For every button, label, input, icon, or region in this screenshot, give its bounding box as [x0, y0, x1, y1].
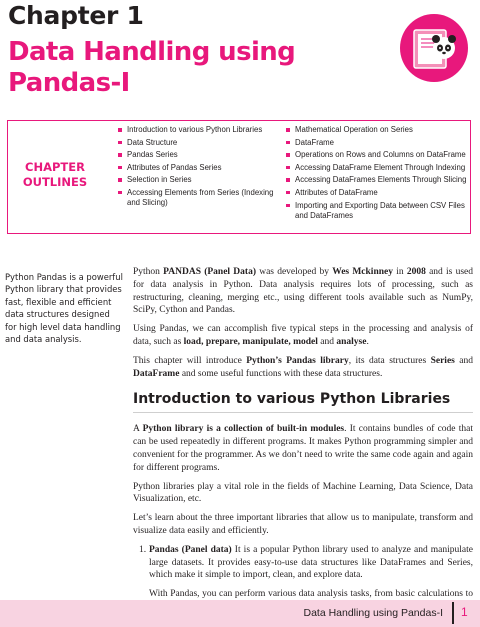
libraries-intro-paragraph: Let’s learn about the three important libraries that allow us to manipulate, transform and visualize data easily and efficiently. [133, 513, 473, 536]
bullet-icon [286, 128, 290, 132]
bullet-icon [118, 141, 122, 145]
bullet-icon [286, 141, 290, 145]
outline-column-left [118, 125, 283, 211]
outline-item: Importing and Exporting Data between CSV Files and DataFrames [286, 201, 471, 221]
list-number: 1. [139, 544, 147, 555]
steps-paragraph: Using Pandas, we can accomplish five typical steps in the processing and analysis of data, such as load, prepare, manipulate, model and analyse. [133, 324, 473, 347]
outline-item: DataFrame [286, 138, 471, 148]
library-definition-paragraph: A Python library is a collection of built-in modules. It contains bundles of code that can be used repeatedly in different programs. It makes Python programming simpler and convenient for the programmer. As we don’t need to write the same code again and again for different programs. [133, 424, 473, 473]
footer-divider [452, 602, 454, 624]
outline-item: Attributes of DataFrame [286, 188, 471, 198]
chapter-title: Data Handling using Pandas-I [8, 37, 296, 98]
outline-heading: CHAPTER OUTLINES [22, 160, 88, 189]
outline-item: Pandas Series [118, 150, 283, 160]
bullet-icon [286, 153, 290, 157]
panda-mascot-book-icon [400, 14, 468, 82]
pandas-description: Pandas (Panel data) It is a popular Python library used to analyze and manipulate large datasets. It provides easy-to-use data structures like DataFrames and Series, which make it simple to import, clean, and explore data. [149, 544, 473, 581]
outline-item: Accessing DataFrame Element Through Indexing [286, 163, 471, 173]
outline-item: Accessing DataFrames Elements Through Slicing [286, 175, 471, 185]
section-divider [133, 412, 473, 413]
chapter-label: Chapter 1 [8, 1, 144, 30]
footer-title: Data Handling using Pandas-I [303, 607, 443, 619]
outline-column-right [286, 125, 471, 223]
outline-item: Data Structure [118, 138, 283, 148]
bullet-icon [118, 153, 122, 157]
bullet-icon [286, 166, 290, 170]
intro-paragraph: Python PANDAS (Panel Data) was developed by Wes Mckinney in 2008 and is used for data analysis in Python. Data analysis requires lots of processing, such as restructuring, cleaning, merging etc., using different tools available such as NumPy, SciPy, Cython and Pandas. [133, 267, 473, 316]
bullet-icon [286, 191, 290, 195]
bullet-icon [118, 166, 122, 170]
outline-item: Introduction to various Python Libraries [118, 125, 283, 135]
chapter-overview-paragraph: This chapter will introduce Python’s Pandas library, its data structures Series and DataFrame and some useful functions with these data structures. [133, 355, 474, 379]
bullet-icon [118, 128, 122, 132]
outline-item: Selection in Series [118, 175, 283, 185]
library-role-paragraph: Python libraries play a vital role in the fields of Machine Learning, Data Science, Data Visualization, etc. [133, 481, 473, 505]
bullet-icon [118, 178, 122, 182]
bullet-icon [118, 191, 122, 195]
pandas-capabilities: With Pandas, you can perform various data analysis tasks, from basic calculations to [149, 589, 473, 600]
sidebar-note: Python Pandas is a powerful Python library that provides fast, flexible and efficient data structures designed for high level data handling and data analysis. [5, 272, 123, 345]
bullet-icon [286, 178, 290, 182]
main-content [133, 266, 473, 620]
outline-item: Operations on Rows and Columns on DataFrame [286, 150, 471, 160]
bullet-icon [286, 204, 290, 208]
page-number: 1 [461, 605, 468, 619]
outline-item: Accessing Elements from Series (Indexing and Slicing) [118, 188, 283, 208]
outline-item: Attributes of Pandas Series [118, 163, 283, 173]
section-heading: Introduction to various Python Libraries [133, 391, 451, 408]
outline-item: Mathematical Operation on Series [286, 125, 471, 135]
